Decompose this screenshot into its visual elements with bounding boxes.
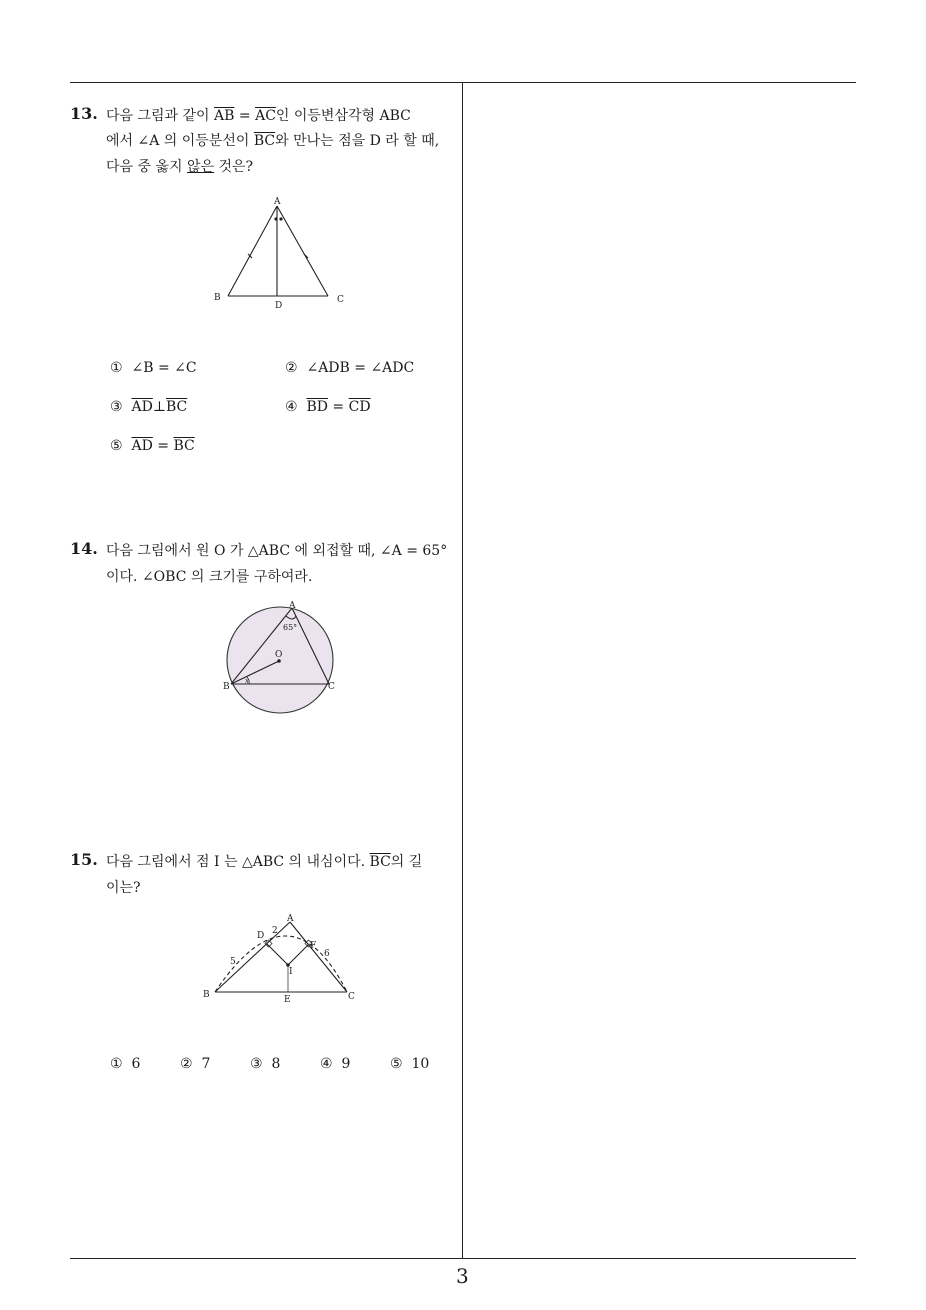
q15-choice-5[interactable]: ⑤ 10 [390,1056,430,1072]
bottom-rule [70,1258,856,1259]
q13-choice-1[interactable]: ① ∠B = ∠C [110,360,197,376]
q13-number: 13. [70,104,98,123]
q13-line-2: 에서 ∠A 의 이등분선이 $\overline{BC}$와 만나는 점을 D 라 할 때, [106,133,440,149]
label-5: 5 [230,957,236,967]
label-f: F [310,941,317,951]
q13-choice-4[interactable]: ④ $\overline{BD} = \overline{CD}$ [285,399,371,415]
label-o: O [275,650,283,660]
angle-dot-right [279,217,282,220]
q13-line-1: 다음 그림과 같이 $\overline{AB} = \overline{AC}$인 이등변삼각형 ABC [106,108,411,124]
label-2: 2 [272,926,278,936]
label-b: B [203,990,210,1000]
q15-choice-4[interactable]: ④ 9 [320,1056,351,1072]
inradius-id [267,944,288,965]
q14-line-1: 다음 그림에서 원 O 가 △ABC 에 외접할 때, ∠A = 65° [106,543,448,559]
label-i: I [289,967,293,977]
label-6: 6 [324,949,330,959]
side-ab [215,922,290,992]
q13-choice-5[interactable]: ⑤ $\overline{AD} = \overline{BC}$ [110,438,195,454]
q14-figure [215,598,345,718]
side-ac [290,922,347,992]
segment-bc: $\overline{BC}$ [369,854,391,870]
page-number: 3 [456,1264,469,1288]
label-d: D [257,931,265,941]
label-c: C [328,682,335,692]
q15-choice-3[interactable]: ③ 8 [250,1056,281,1072]
angle-dot-left [274,217,277,220]
q15-number: 15. [70,850,98,869]
q14-line-2: 이다. ∠OBC 의 크기를 구하여라. [106,569,313,585]
label-e: E [284,995,291,1005]
label-b: B [214,293,221,303]
label-b: B [223,682,230,692]
label-a: A [274,197,281,207]
q14-number: 14. [70,539,98,558]
label-d: D [275,301,283,311]
top-rule [70,82,856,83]
q15-figure [200,910,365,1010]
label-c: C [348,992,355,1002]
q13-choice-3[interactable]: ③ $\overline{AD}\perp\overline{BC}$ [110,399,188,415]
side-ab [228,206,277,296]
inradius-if [288,944,309,965]
q13-line-3: 다음 중 옳지 않은 것은? [106,159,254,175]
label-c: C [337,295,344,305]
label-65: 65° [283,623,298,632]
label-a: A [289,601,296,611]
segment-ab: $\overline{AB}$ [214,108,235,124]
label-a: A [287,914,294,924]
q15-line-2: 이는? [106,880,141,896]
q13-choice-2[interactable]: ② ∠ADB = ∠ADC [285,360,415,376]
side-ac [277,206,328,296]
underlined-word: 않은 [186,159,215,175]
q13-figure [205,190,355,315]
q15-choice-1[interactable]: ① 6 [110,1056,141,1072]
q15-choice-2[interactable]: ② 7 [180,1056,211,1072]
segment-ac: $\overline{AC}$ [255,108,276,124]
column-divider [462,83,463,1258]
label-x: x [245,677,249,685]
segment-bc: $\overline{BC}$ [253,133,276,149]
q15-line-1: 다음 그림에서 점 I 는 △ABC 의 내심이다. $\overline{BC}$의 길 [106,854,423,870]
